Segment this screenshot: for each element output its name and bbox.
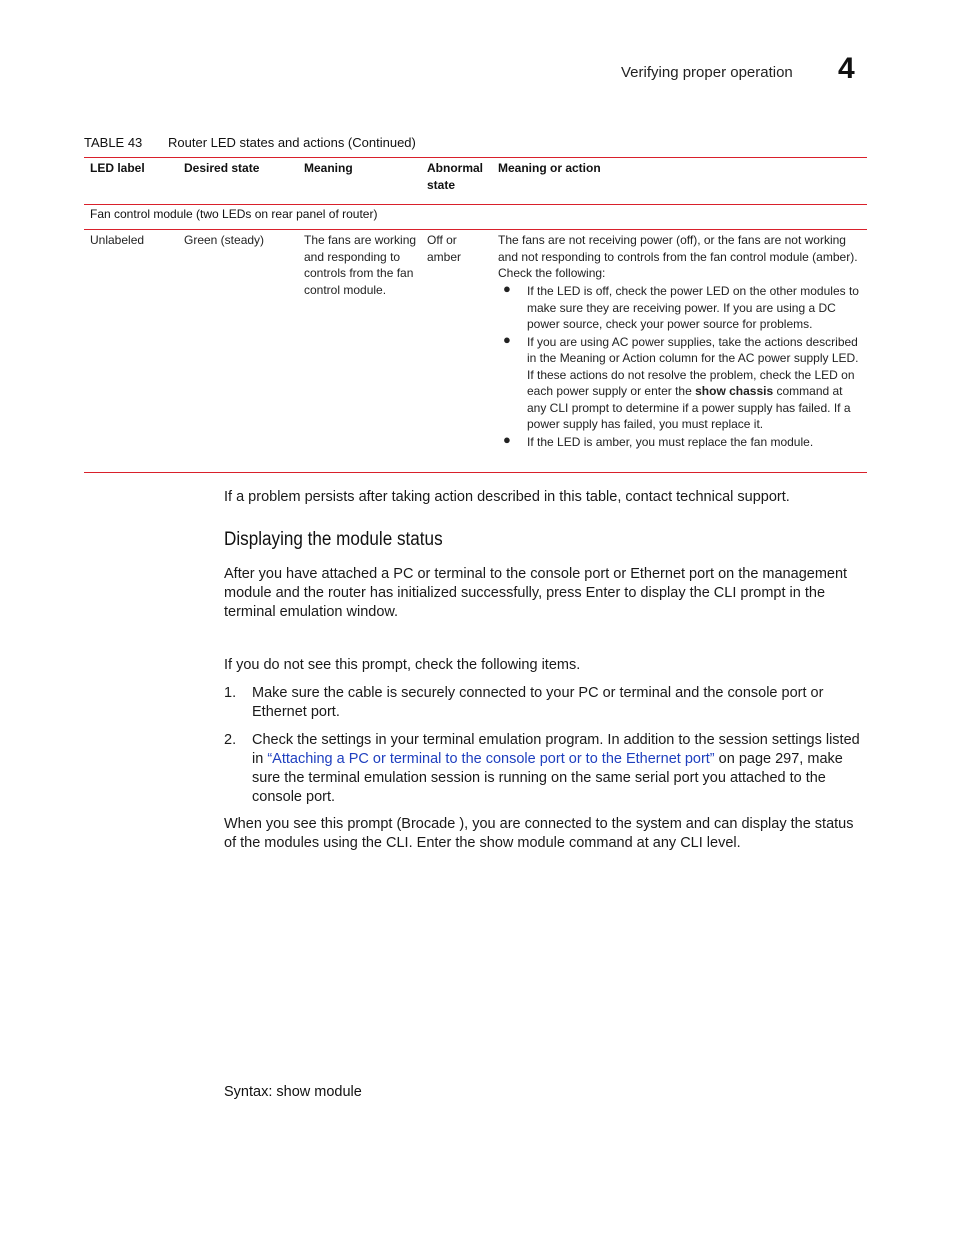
chapter-number: 4 [838, 52, 855, 85]
list-item [498, 283, 863, 333]
bullet-icon: ● [503, 431, 511, 447]
cell-action-intro: The fans are not receiving power (off), or the fans are not working and not responding to controls from the fan control module (amber). Check the following: [498, 233, 858, 280]
column-header-led-label: LED label [90, 161, 145, 175]
prompt-text: command at any CLI level. [564, 835, 741, 851]
section-heading: Displaying the module status [224, 529, 443, 550]
table-top-rule [84, 157, 867, 158]
check-intro-paragraph: If you do not see this prompt, check the following items. [224, 657, 581, 673]
table-title: Router LED states and actions (Continued) [168, 135, 416, 150]
table-header-rule [84, 204, 867, 205]
column-header-meaning-or-action: Meaning or action [498, 161, 601, 175]
page-header-title: Verifying proper operation [621, 64, 793, 81]
after-table-paragraph: If a problem persists after taking action described in this table, contact technical support. [224, 489, 790, 505]
cross-reference-link[interactable]: “Attaching a PC or terminal to the console port or to the Ethernet port” [267, 751, 715, 767]
intro-text: After you have attached a PC or terminal to the console port or Ethernet port on the management module and the router has initialized successfully, press [224, 566, 848, 601]
list-item [498, 431, 863, 451]
command-show-module: show module [479, 835, 565, 851]
step-text: Check the settings in your terminal emulation program. In addition to the session settings listed in [252, 732, 860, 767]
step-text: on page 297, make sure the terminal emulation session is running on the same serial port you attached to the console port. [252, 751, 843, 805]
cell-led-label: Unlabeled [90, 233, 145, 247]
list-item [224, 731, 868, 807]
prompt-text: When you see this prompt (Brocade ), you are connected to the system and can display the status of the modules using the CLI. Enter the [224, 816, 854, 851]
step-text: Make sure the cable is securely connected to your PC or terminal and the console port or Ethernet port. [252, 685, 824, 720]
bullet-text: command at any CLI prompt to determine if a power supply has failed. If a power supply has failed, you must replace it. [527, 384, 851, 431]
enter-key: Enter [585, 585, 621, 601]
cell-meaning: The fans are working and responding to controls from the fan control module. [304, 233, 417, 297]
table-section-rule [84, 229, 867, 230]
prompt-paragraph [224, 815, 868, 853]
action-bullet-list [498, 283, 863, 451]
list-item [224, 684, 868, 722]
cell-desired-state: Green (steady) [184, 233, 265, 247]
table-bottom-rule [84, 472, 867, 473]
cell-abnormal-state: Off or amber [427, 233, 462, 264]
steps-list [224, 684, 868, 816]
column-header-meaning: Meaning [304, 161, 353, 175]
step-number: 2. [224, 732, 237, 748]
bullet-text: If the LED is amber, you must replace the fan module. [527, 434, 814, 449]
bullet-text: If you are using AC power supplies, take the actions described in the Meaning or Action column for the AC power supply LED. If these actions do not resolve the problem, check the LED on each power supply or enter the [527, 334, 859, 398]
column-header-desired-state: Desired state [184, 161, 260, 175]
table-caption [84, 135, 416, 150]
bullet-text: If the LED is off, check the power LED on the other modules to make sure they are receiving power. If you are using a DC power source, check your power source for problems. [527, 284, 859, 331]
intro-text: to display the CLI prompt in the terminal emulation window. [224, 585, 826, 620]
step-number: 1. [224, 685, 237, 701]
bullet-icon: ● [503, 331, 511, 347]
command-show-chassis: show chassis [695, 384, 774, 398]
column-header-abnormal-state: Abnormal state [427, 161, 484, 192]
intro-paragraph [224, 565, 868, 622]
bullet-icon: ● [503, 281, 511, 296]
syntax-line: Syntax: show module [224, 1084, 362, 1100]
table-number: TABLE 43 [84, 135, 143, 150]
table-section-row: Fan control module (two LEDs on rear panel of router) [90, 207, 378, 221]
list-item [498, 331, 863, 433]
